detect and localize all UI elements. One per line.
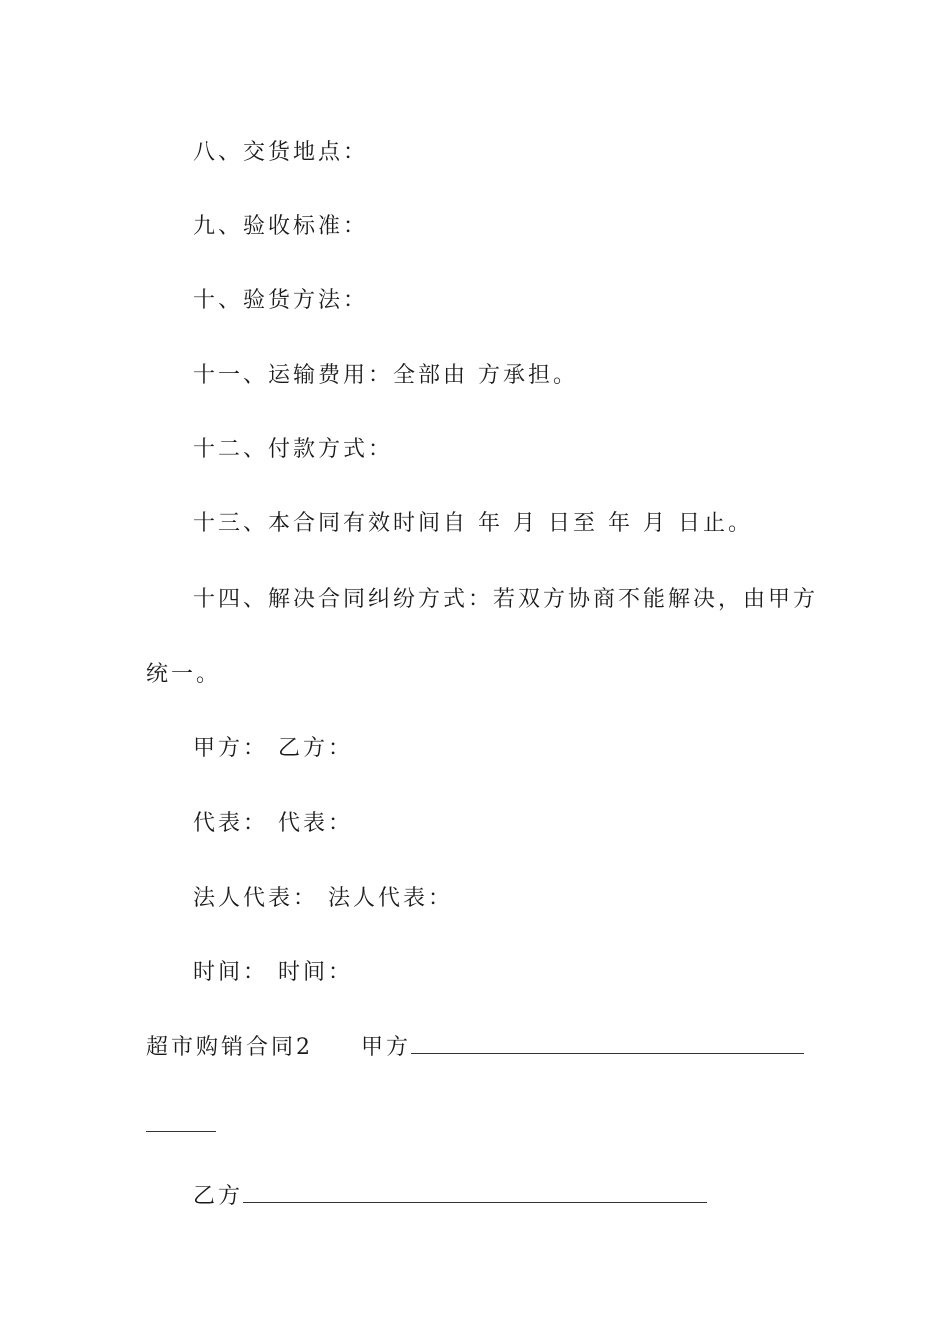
party-a-blank-cont[interactable] bbox=[146, 1131, 216, 1132]
clause-10-inspection-method: 十、验货方法： bbox=[193, 288, 369, 313]
clause-14-dispute-resolution: 十四、解决合同纠纷方式：若双方协商不能解决，由甲方 bbox=[193, 587, 819, 612]
signature-party-line: 甲方： 乙方： bbox=[193, 736, 353, 761]
clause-11-transport-cost: 十一、运输费用：全部由 方承担。 bbox=[193, 363, 578, 388]
signature-date-line: 时间： 时间： bbox=[193, 960, 353, 985]
party-a-blank[interactable] bbox=[411, 1033, 804, 1054]
contract-2-heading-line bbox=[146, 1033, 804, 1063]
signature-legal-rep-line: 法人代表： 法人代表： bbox=[193, 886, 453, 911]
contract-2-title: 超市购销合同2 bbox=[146, 1035, 313, 1060]
clause-12-payment-method: 十二、付款方式： bbox=[193, 437, 394, 462]
clause-14-dispute-resolution-cont: 统一。 bbox=[146, 662, 222, 687]
party-b-line bbox=[193, 1182, 707, 1212]
clause-8-delivery-location: 八、交货地点： bbox=[193, 140, 369, 165]
party-b-blank[interactable] bbox=[243, 1182, 707, 1203]
party-b-label: 乙方 bbox=[193, 1184, 244, 1209]
clause-9-acceptance-standard: 九、验收标准： bbox=[193, 214, 369, 239]
signature-representative-line: 代表： 代表： bbox=[193, 811, 353, 836]
clause-13-validity-period: 十三、本合同有效时间自 年 月 日至 年 月 日止。 bbox=[193, 511, 753, 536]
party-a-label: 甲方 bbox=[361, 1035, 412, 1060]
